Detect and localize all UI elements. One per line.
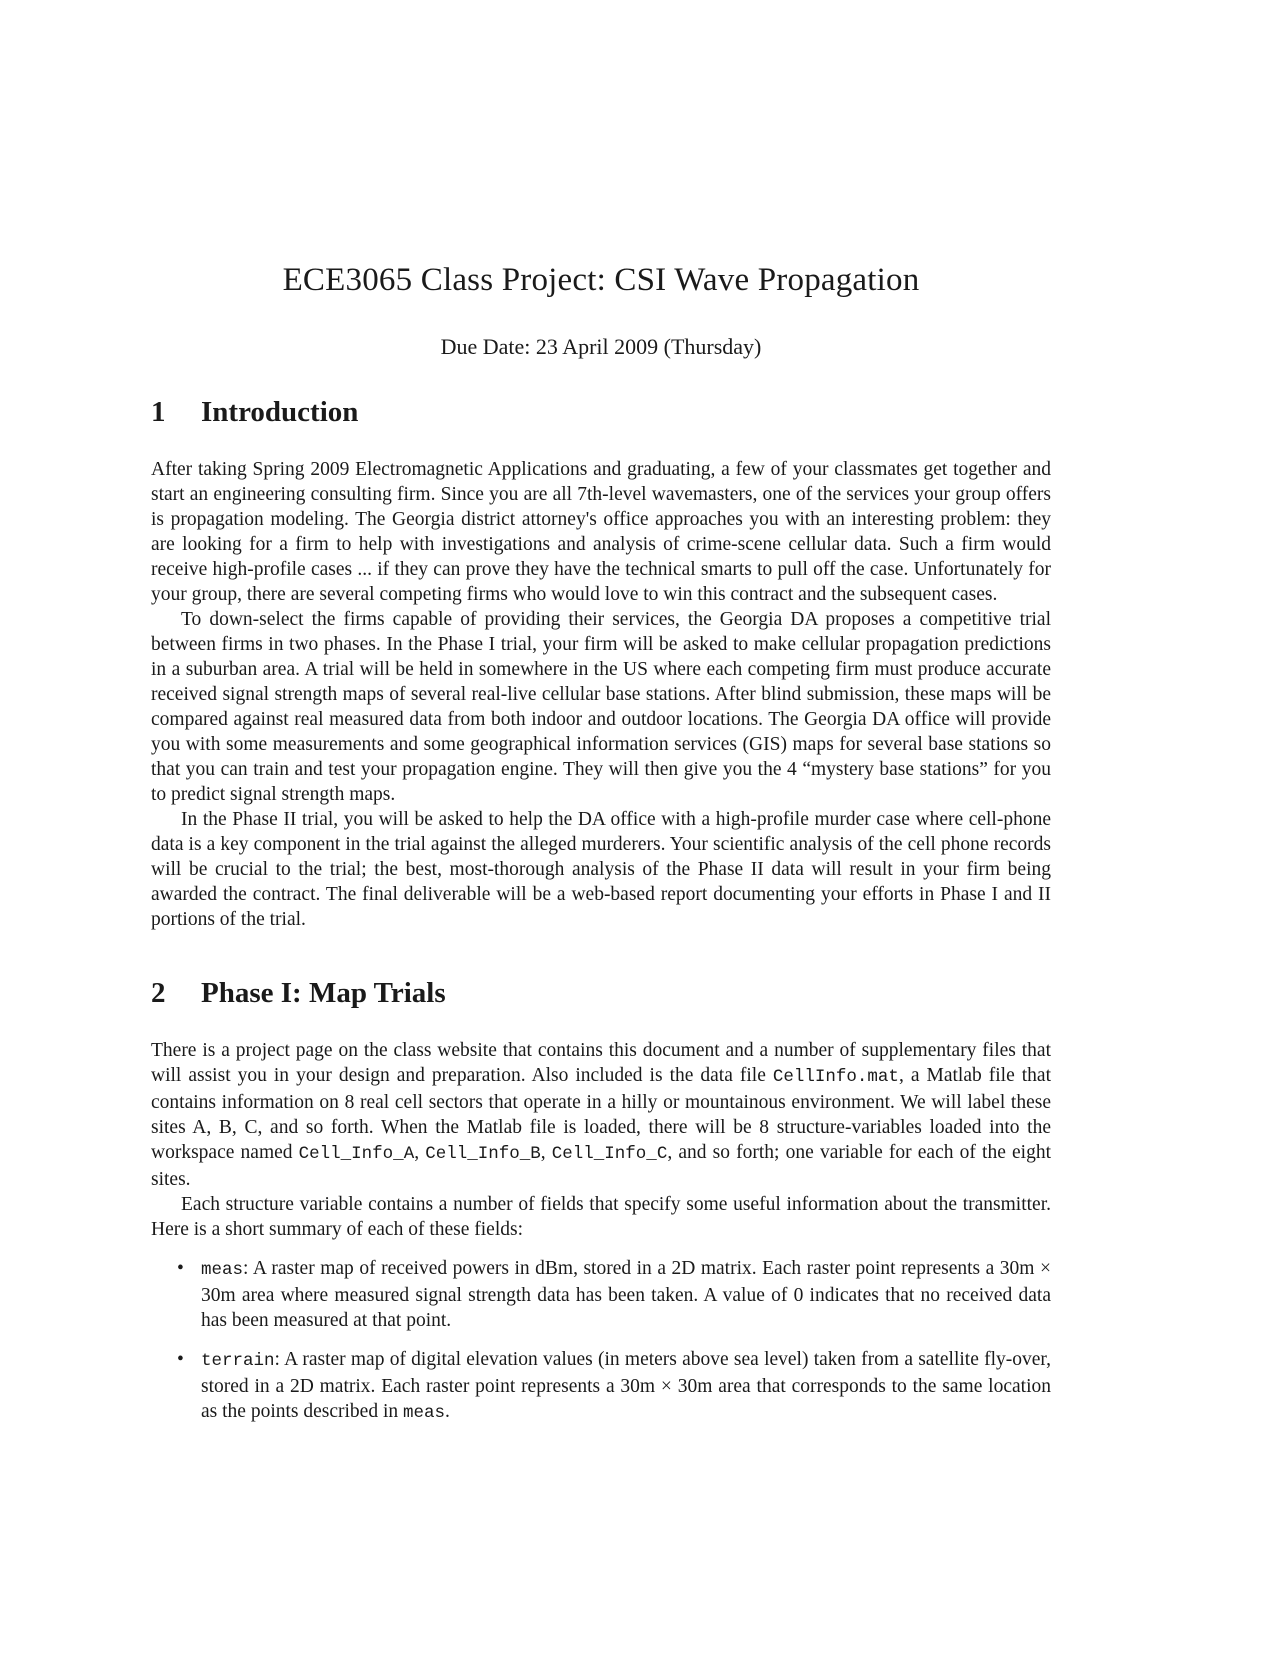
section-introduction — [151, 396, 1051, 932]
field-name: meas — [201, 1260, 244, 1280]
list-item — [151, 1347, 1051, 1426]
code-variable: Cell_Info_B — [425, 1144, 541, 1164]
text-run: , and so forth; one variable for each of the eight sites. — [151, 1142, 1052, 1190]
text-run: , a Matlab file that contains information on 8 real cell sectors that operate in a hilly or mountainous environment. We will label these sites A, B, C, and so forth. When the Matlab file is loaded, there will be 8 structure-variables loaded into the workspace named — [151, 1065, 1051, 1163]
text-run: There is a project page on the class website that contains this document and a number of supplementary files that will assist you in your design and preparation. Also included is the data file — [151, 1040, 1051, 1086]
section-title: Phase I: Map Trials — [201, 977, 446, 1009]
section-heading — [151, 977, 1051, 1010]
code-variable: Cell_Info_A — [298, 1144, 415, 1164]
paragraph: To down-select the firms capable of providing their services, the Georgia DA proposes a competitive trial between firms in two phases. In the Phase I trial, your firm will be asked to make cellular propagation predictions in a suburban area. A trial will be held in somewhere in the US where each competing firm must produce accurate received signal strength maps of several real-live cellular base stations. After blind submission, these maps will be compared against real measured data from both indoor and outdoor locations. The Georgia DA office will provide you with some measurements and some geographical information services (GIS) maps for several base stations so that you can train and test your propagation engine. They will then give you the 4 “mystery base stations” for you to predict signal strength maps. — [151, 609, 1051, 805]
section-number: 1 — [151, 396, 166, 428]
section-phase-1 — [151, 977, 1051, 1440]
list-item — [151, 1256, 1051, 1333]
bullet-icon: • — [177, 1258, 184, 1279]
field-list — [151, 1256, 1051, 1426]
field-description: : A raster map of received powers in dBm, stored in a 2D matrix. Each raster point represents a 30m × 30m area where measured signal strength data has been taken. A value of 0 indicates that no received data has been measured at that point. — [201, 1258, 1051, 1331]
field-description: : A raster map of digital elevation values (in meters above sea level) taken from a satellite fly-over, stored in a 2D matrix. Each raster point represents a 30m × 30m area that corresponds to the same location as the points described in — [201, 1349, 1051, 1422]
code-filename: CellInfo.mat — [772, 1067, 899, 1087]
text-run: , — [540, 1142, 552, 1163]
paragraph: After taking Spring 2009 Electromagnetic Applications and graduating, a few of your classmates get together and start an engineering consulting firm. Since you are all 7th-level wavemasters, one of the services your group offers is propagation modeling. The Georgia district attorney's office approaches you with an interesting problem: they are looking for a firm to help with investigations and analysis of crime-scene cellular data. Such a firm would receive high-profile cases ... if they can prove they have the technical smarts to pull off the case. Unfortunately for your group, there are several competing firms who would love to win this contract and the subsequent cases. — [151, 459, 1051, 605]
paragraph: Each structure variable contains a number of fields that specify some useful information about the transmitter. Here is a short summary of each of these fields: — [151, 1194, 1051, 1240]
field-reference: meas — [403, 1403, 446, 1423]
paragraph: In the Phase II trial, you will be asked to help the DA office with a high-profile murder case where cell-phone data is a key component in the trial against the alleged murderers. Your scientific analysis of the cell phone records will be crucial to the trial; the best, most-thorough analysis of the Phase II data will result in your firm being awarded the contract. The final deliverable will be a web-based report documenting your efforts in Phase I and II portions of the trial. — [151, 809, 1051, 930]
section-heading — [151, 396, 1051, 429]
field-name: terrain — [201, 1351, 275, 1371]
code-variable: Cell_Info_C — [551, 1144, 668, 1164]
bullet-icon: • — [177, 1349, 184, 1370]
paragraph — [151, 1038, 1051, 1192]
document-title: ECE3065 Class Project: CSI Wave Propagation — [282, 262, 920, 298]
text-run: , — [414, 1142, 426, 1163]
section-number: 2 — [151, 977, 166, 1009]
due-date: Due Date: 23 April 2009 (Thursday) — [440, 334, 762, 359]
section-title: Introduction — [201, 396, 359, 428]
text-run: . — [445, 1401, 450, 1422]
document-page — [151, 0, 1051, 1656]
